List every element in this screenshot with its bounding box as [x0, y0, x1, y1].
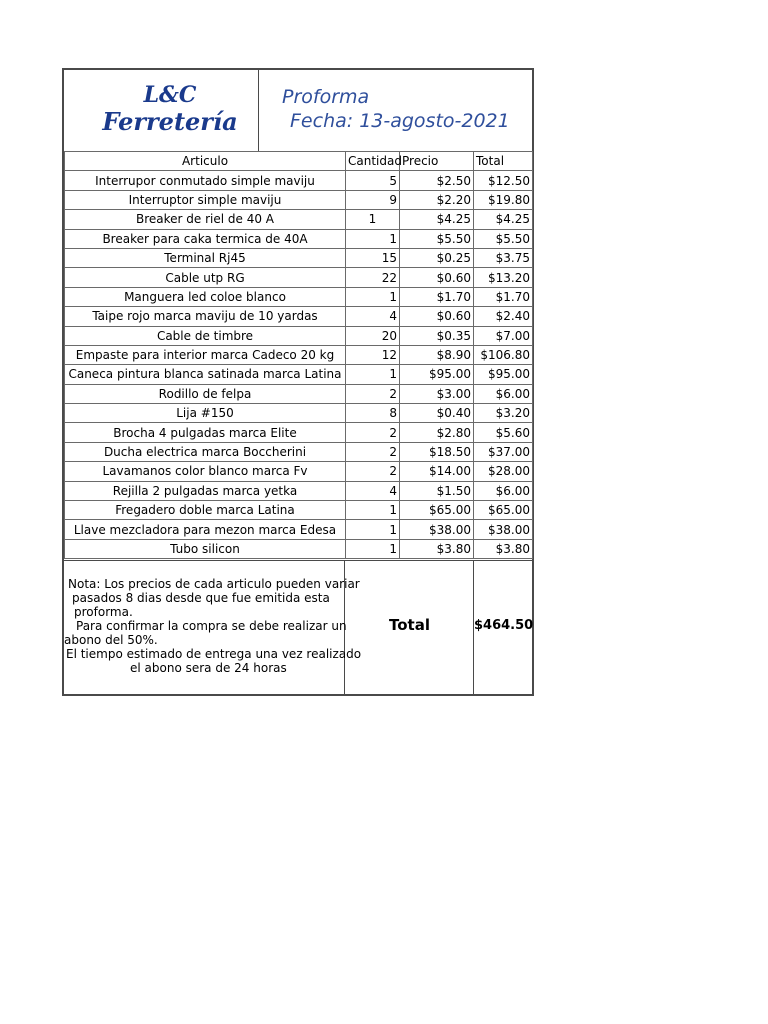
cell-cantidad: 2	[346, 423, 400, 442]
table-row	[65, 171, 533, 190]
cell-total: $7.00	[474, 326, 533, 345]
cell-total: $65.00	[474, 501, 533, 520]
cell-total: $2.40	[474, 307, 533, 326]
cell-articulo: Cable utp RG	[65, 268, 346, 287]
ferreteria-logo	[102, 78, 238, 142]
cell-articulo: Manguera led coloe blanco	[65, 287, 346, 306]
cell-total: $28.00	[474, 462, 533, 481]
note-line: pasados 8 dias desde que fue emitida esta	[72, 591, 330, 605]
table-header-row	[65, 152, 533, 171]
cell-articulo: Rodillo de felpa	[65, 384, 346, 403]
cell-precio: $1.70	[400, 287, 474, 306]
cell-total: $13.20	[474, 268, 533, 287]
cell-articulo: Brocha 4 pulgadas marca Elite	[65, 423, 346, 442]
col-header-articulo: Articulo	[65, 152, 346, 171]
cell-precio: $95.00	[400, 365, 474, 384]
table-row	[65, 190, 533, 209]
cell-total: $5.50	[474, 229, 533, 248]
cell-precio: $5.50	[400, 229, 474, 248]
cell-cantidad: 1	[346, 539, 400, 558]
table-row	[65, 384, 533, 403]
cell-total: $38.00	[474, 520, 533, 539]
note-line: el abono sera de 24 horas	[130, 661, 287, 675]
cell-articulo: Lavamanos color blanco marca Fv	[65, 462, 346, 481]
cell-total: $6.00	[474, 384, 533, 403]
cell-cantidad: 1	[346, 520, 400, 539]
cell-total: $3.80	[474, 539, 533, 558]
cell-articulo: Rejilla 2 pulgadas marca yetka	[65, 481, 346, 500]
note-line: abono del 50%.	[64, 633, 158, 647]
table-row	[65, 442, 533, 461]
table-row	[65, 462, 533, 481]
cell-articulo: Ducha electrica marca Boccherini	[65, 442, 346, 461]
svg-text:L&C: L&C	[143, 82, 197, 108]
proforma-sheet	[62, 68, 534, 696]
cell-articulo: Breaker de riel de 40 A	[65, 210, 346, 229]
cell-total: $1.70	[474, 287, 533, 306]
cell-cantidad: 2	[346, 384, 400, 403]
cell-cantidad: 1	[346, 501, 400, 520]
table-row	[65, 481, 533, 500]
table-row	[65, 345, 533, 364]
cell-precio: $3.80	[400, 539, 474, 558]
cell-cantidad: 15	[346, 248, 400, 267]
cell-precio: $0.25	[400, 248, 474, 267]
table-row	[65, 423, 533, 442]
cell-total: $19.80	[474, 190, 533, 209]
cell-precio: $3.00	[400, 384, 474, 403]
cell-total: $3.75	[474, 248, 533, 267]
cell-precio: $2.20	[400, 190, 474, 209]
cell-cantidad: 2	[346, 462, 400, 481]
cell-precio: $0.60	[400, 268, 474, 287]
cell-articulo: Terminal Rj45	[65, 248, 346, 267]
cell-cantidad: 20	[346, 326, 400, 345]
cell-total: $6.00	[474, 481, 533, 500]
cell-articulo: Fregadero doble marca Latina	[65, 501, 346, 520]
table-row	[65, 326, 533, 345]
cell-cantidad: 1	[346, 287, 400, 306]
table-row	[65, 248, 533, 267]
cell-cantidad: 2	[346, 442, 400, 461]
cell-articulo: Interruptor simple maviju	[65, 190, 346, 209]
cell-total: $4.25	[474, 210, 533, 229]
document-date: Fecha: 13-agosto-2021	[290, 110, 510, 132]
table-row	[65, 520, 533, 539]
cell-total: $106.80	[474, 345, 533, 364]
note-line: Nota: Los precios de cada articulo pueden variar	[68, 577, 360, 591]
proforma-footer	[64, 560, 532, 695]
cell-articulo: Llave mezcladora para mezon marca Edesa	[65, 520, 346, 539]
col-header-precio: Precio	[400, 152, 474, 171]
cell-articulo: Caneca pintura blanca satinada marca Latina	[65, 365, 346, 384]
cell-total: $12.50	[474, 171, 533, 190]
cell-cantidad: 8	[346, 404, 400, 423]
table-row	[65, 287, 533, 306]
proforma-header	[64, 70, 532, 152]
cell-cantidad: 1	[346, 229, 400, 248]
cell-precio: $65.00	[400, 501, 474, 520]
cell-cantidad: 4	[346, 307, 400, 326]
note-text	[64, 561, 362, 695]
cell-total: $37.00	[474, 442, 533, 461]
table-row	[65, 307, 533, 326]
cell-precio: $0.35	[400, 326, 474, 345]
cell-articulo: Empaste para interior marca Cadeco 20 kg	[65, 345, 346, 364]
table-row	[65, 539, 533, 558]
cell-precio: $0.60	[400, 307, 474, 326]
cell-cantidad: 1	[346, 365, 400, 384]
logo-cell	[64, 70, 259, 151]
table-row	[65, 268, 533, 287]
cell-precio: $1.50	[400, 481, 474, 500]
cell-precio: $8.90	[400, 345, 474, 364]
total-label-cell	[346, 561, 474, 695]
cell-total: $5.60	[474, 423, 533, 442]
col-header-total: Total	[474, 152, 533, 171]
table-row	[65, 210, 533, 229]
table-row	[65, 404, 533, 423]
cell-precio: $38.00	[400, 520, 474, 539]
cell-cantidad: 12	[346, 345, 400, 364]
cell-cantidad: 9	[346, 190, 400, 209]
cell-precio: $18.50	[400, 442, 474, 461]
cell-total: $3.20	[474, 404, 533, 423]
col-header-cantidad: Cantidad	[346, 152, 400, 171]
cell-articulo: Taipe rojo marca maviju de 10 yardas	[65, 307, 346, 326]
cell-articulo: Lija #150	[65, 404, 346, 423]
note-line: proforma.	[74, 605, 133, 619]
cell-articulo: Interrupor conmutado simple maviju	[65, 171, 346, 190]
cell-cantidad: 4	[346, 481, 400, 500]
cell-cantidad: 5	[346, 171, 400, 190]
cell-precio: $2.50	[400, 171, 474, 190]
items-table	[64, 151, 533, 559]
grand-total-label: Total	[389, 616, 430, 634]
note-line: El tiempo estimado de entrega una vez realizado	[66, 647, 362, 661]
cell-articulo: Cable de timbre	[65, 326, 346, 345]
table-row	[65, 229, 533, 248]
cell-precio: $14.00	[400, 462, 474, 481]
cell-precio: $2.80	[400, 423, 474, 442]
table-row	[65, 365, 533, 384]
cell-total: $95.00	[474, 365, 533, 384]
note-line: Para confirmar la compra se debe realizar un	[76, 619, 347, 633]
cell-cantidad: 22	[346, 268, 400, 287]
cell-articulo: Tubo silicon	[65, 539, 346, 558]
document-title: Proforma	[282, 86, 370, 108]
cell-precio: $4.25	[400, 210, 474, 229]
svg-text:Ferretería: Ferretería	[102, 107, 238, 136]
cell-precio: $0.40	[400, 404, 474, 423]
grand-total-value: $464.50	[474, 618, 534, 633]
cell-articulo: Breaker para caka termica de 40A	[65, 229, 346, 248]
table-row	[65, 501, 533, 520]
cell-cantidad: 1	[346, 210, 400, 229]
